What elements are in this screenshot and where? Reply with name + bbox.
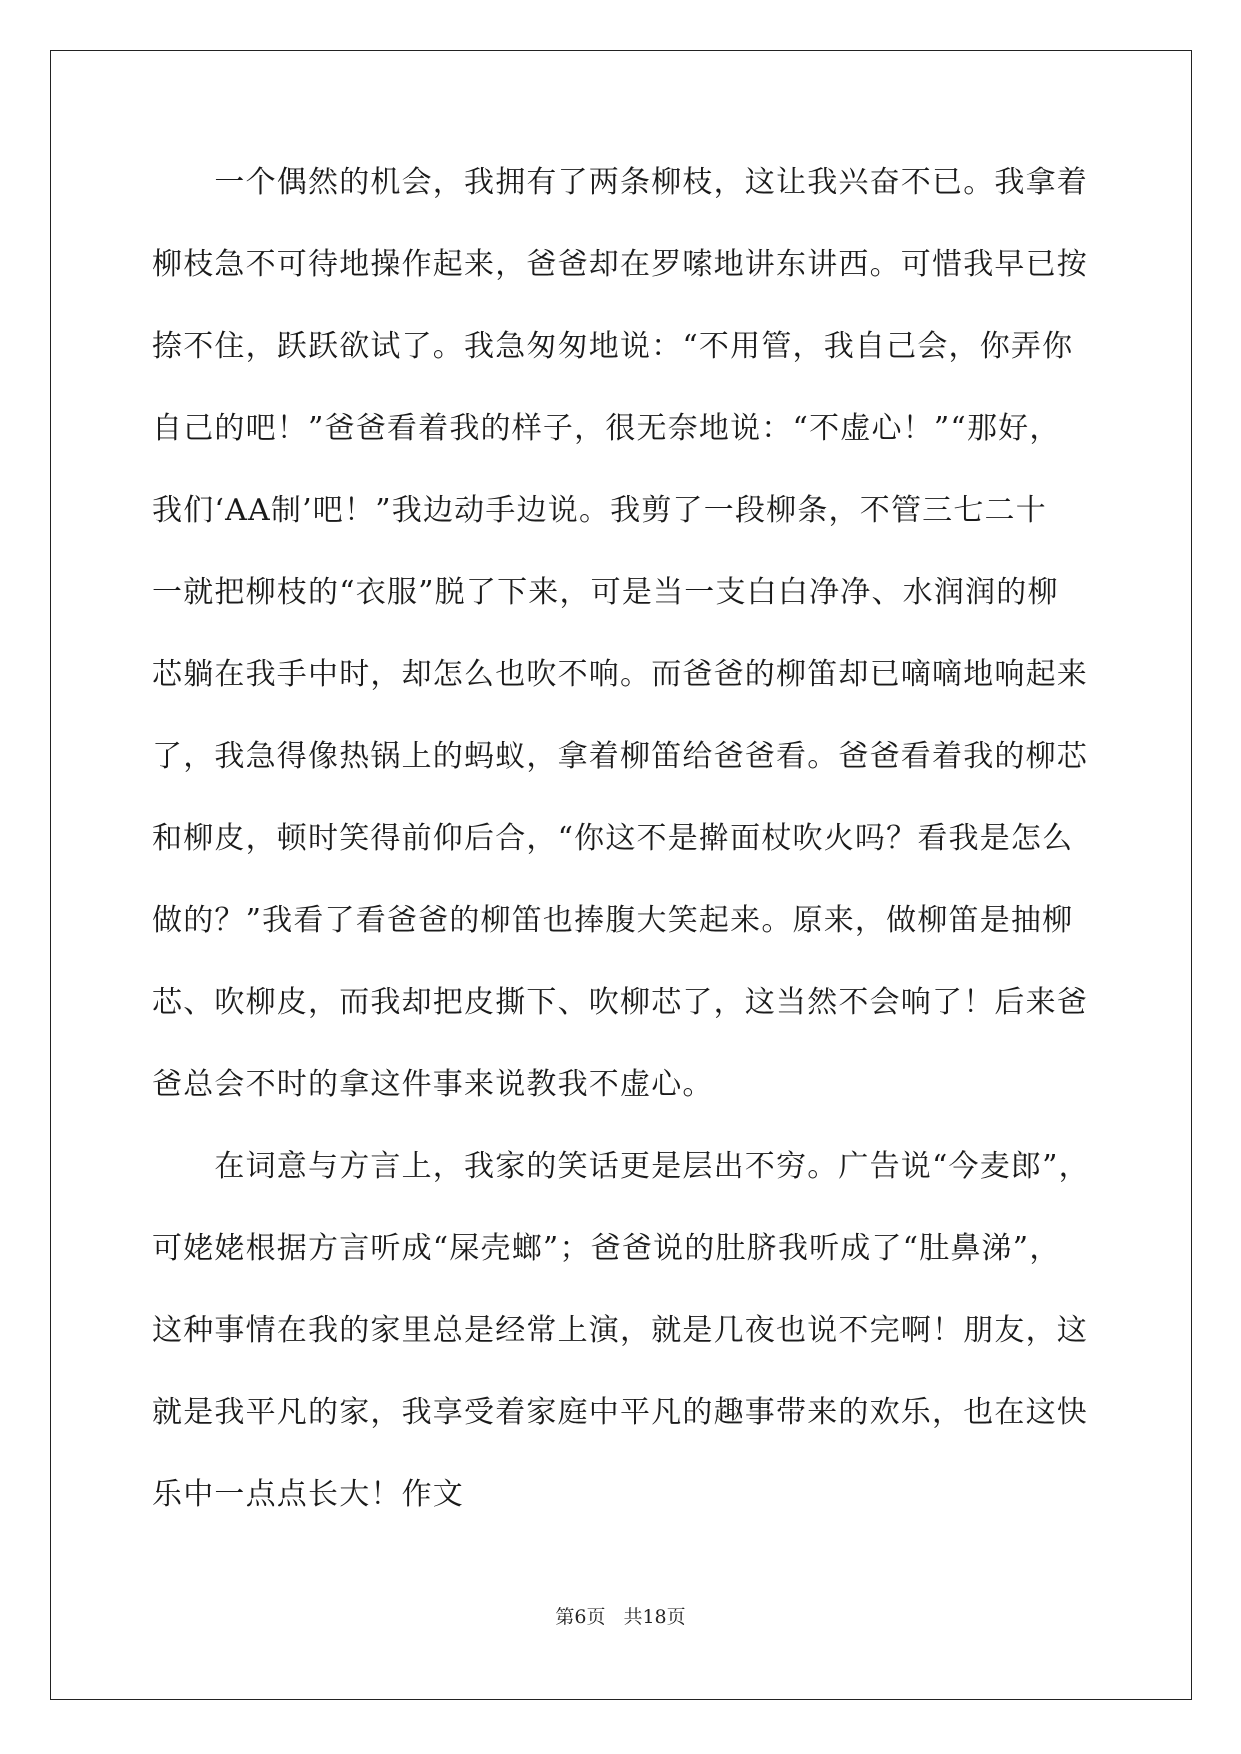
text-line: 和柳皮，顿时笑得前仰后合，“你这不是擀面杖吹火吗？看我是怎么: [152, 821, 1074, 856]
text-line: 乐中一点点长大！作文: [152, 1477, 464, 1512]
text-line: 做的？”我看了看爸爸的柳笛也捧腹大笑起来。原来，做柳笛是抽柳: [152, 903, 1074, 938]
text-line: 柳枝急不可待地操作起来，爸爸却在罗嗦地讲东讲西。可惜我早已按: [152, 247, 1088, 282]
text-line: 芯躺在我手中时，却怎么也吹不响。而爸爸的柳笛却已嘀嘀地响起来: [152, 657, 1088, 692]
text-line: 一个偶然的机会，我拥有了两条柳枝，这让我兴奋不已。我拿着: [152, 165, 1088, 200]
text-line: 自己的吧！”爸爸看着我的样子，很无奈地说：“不虚心！”“那好，: [152, 411, 1061, 446]
page-total: 共18页: [623, 1606, 686, 1628]
text-line: 在词意与方言上，我家的笑话更是层出不穷。广告说“今麦郎”，: [152, 1149, 1090, 1184]
text-line: 这种事情在我的家里总是经常上演，就是几夜也说不完啊！朋友，这: [152, 1313, 1088, 1348]
text-line: 了，我急得像热锅上的蚂蚁，拿着柳笛给爸爸看。爸爸看着我的柳芯: [152, 739, 1088, 774]
page-footer: [0, 1602, 1241, 1629]
text-line: 一就把柳枝的“衣服”脱了下来，可是当一支白白净净、水润润的柳: [152, 575, 1059, 610]
text-line: 可姥姥根据方言听成“屎壳螂”；爸爸说的肚脐我听成了“肚鼻涕”，: [152, 1231, 1061, 1266]
text-line: 爸总会不时的拿这件事来说教我不虚心。: [152, 1067, 714, 1102]
page-number: 第6页: [555, 1606, 606, 1628]
text-line: 就是我平凡的家，我享受着家庭中平凡的趣事带来的欢乐，也在这快: [152, 1395, 1088, 1430]
text-line: 我们‘AA制’吧！”我边动手边说。我剪了一段柳条，不管三七二十: [152, 493, 1047, 528]
text-line: 芯、吹柳皮，而我却把皮撕下、吹柳芯了，这当然不会响了！后来爸: [152, 985, 1088, 1020]
document-body: [152, 158, 1092, 1552]
text-line: 捺不住，跃跃欲试了。我急匆匆地说：“不用管，我自己会，你弄你: [152, 329, 1074, 364]
